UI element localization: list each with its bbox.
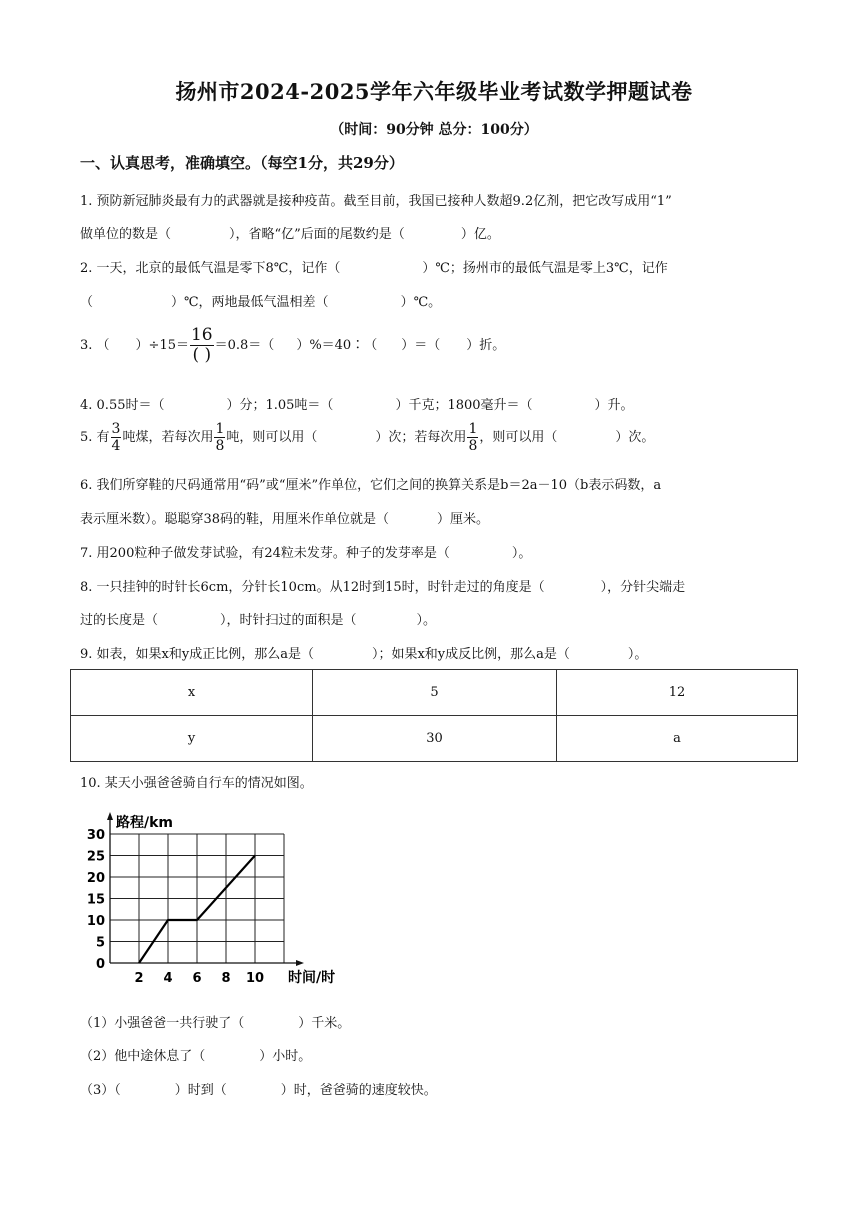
q10-sub3-text-a: （3）（ (80, 1083, 121, 1098)
y-tick-label: 0 (95, 957, 105, 972)
chart-y-axis-label: 路程/km (116, 815, 174, 831)
table-row (71, 716, 798, 762)
y-tick-label: 25 (86, 849, 105, 865)
y-tick-label: 5 (95, 935, 105, 951)
q2-text-b: ）℃；扬州市的最低气温是零上3℃，记作 (422, 261, 668, 276)
q5-fraction-3 (467, 422, 478, 453)
q2-text-e: ）℃。 (400, 295, 442, 310)
q3-text-a: 3. （ (80, 338, 110, 353)
q3-fraction-denominator[interactable]: ( ) (192, 345, 212, 365)
q10-sub3-text-c: ）时，爸爸骑的速度较快。 (280, 1083, 437, 1098)
q3-text-c: ＝0.8＝（ (214, 338, 275, 353)
q8-text-a: 8. 一只挂钟的时针长6cm，分针长10cm。从12时到15时，时针走过的角度是（ (80, 580, 545, 595)
q6-line1: 6. 我们所穿鞋的尺码通常用“码”或“厘米”作单位，它们之间的换算关系是b＝2a－10（b表示码数，a (80, 478, 662, 493)
q1-line2 (80, 223, 500, 242)
distance-time-chart (82, 808, 352, 988)
q3-text-b: ）÷15＝ (135, 338, 189, 353)
q1-text-b: ），省略“亿”后面的尾数约是（ (229, 227, 405, 242)
q5-f3-numerator: 1 (468, 421, 478, 437)
q2-text-c: （ (80, 295, 94, 310)
table-cell: y (71, 716, 313, 762)
q10-sub1 (80, 1012, 350, 1031)
q2-text-a: 2. 一天，北京的最低气温是零下8℃，记作（ (80, 261, 341, 276)
y-axis-arrow-icon (107, 812, 113, 820)
q10-intro: 10. 某天小强爸爸骑自行车的情况如图。 (80, 776, 313, 791)
q2-text-d: ）℃，两地最低气温相差（ (171, 295, 329, 310)
q4-line (80, 394, 634, 413)
q7-text-a: 7. 用200粒种子做发芽试验，有24粒未发芽。种子的发芽率是（ (80, 546, 450, 561)
q2-line2 (80, 291, 441, 310)
q10-sub1-text-a: （1）小强爸爸一共行驶了（ (80, 1016, 245, 1031)
table-cell: a (557, 716, 798, 762)
q1-text-a: 做单位的数是（ (80, 227, 172, 242)
x-tick-label: 10 (245, 971, 265, 986)
table-cell: 5 (313, 670, 557, 716)
q3-fraction (190, 327, 214, 364)
x-tick-label: 2 (134, 971, 144, 986)
y-tick-label: 15 (86, 892, 105, 908)
page-title: 扬州市2024-2025学年六年级毕业考试数学押题试卷 (175, 79, 693, 104)
x-tick-label: 6 (192, 971, 202, 986)
x-tick-label: 8 (221, 971, 231, 986)
xy-table (70, 669, 798, 762)
q7-text-b: ）。 (511, 546, 532, 561)
x-tick-label: 4 (163, 971, 173, 986)
q10-sub2-text-b: ）小时。 (259, 1049, 312, 1064)
y-tick-label: 30 (86, 828, 105, 843)
q10-sub3-text-b: ）时到（ (174, 1083, 227, 1098)
chart-x-axis-label: 时间/时 (288, 970, 336, 986)
table-row (71, 670, 798, 716)
q6-text-b: ）厘米。 (437, 512, 490, 527)
q5-f1-numerator: 3 (111, 421, 121, 437)
q10-sub3 (80, 1079, 437, 1098)
chart-tick-labels (87, 828, 264, 986)
q10-sub1-text-b: ）千米。 (298, 1016, 351, 1031)
q5-text-f: ）次。 (615, 430, 655, 445)
y-tick-label: 20 (86, 871, 105, 886)
q5-f2-numerator: 1 (215, 421, 225, 437)
q3-text-e: ）＝（ (401, 338, 441, 353)
q7-line (80, 542, 531, 561)
q4-text-c: ）千克；1800毫升＝（ (395, 398, 533, 413)
q8-line2 (80, 609, 436, 628)
y-tick-label: 10 (86, 914, 105, 929)
q5-text-b: 吨煤，若每次用 (122, 430, 214, 445)
chart-grid (110, 834, 284, 963)
q5-f2-denominator: 8 (215, 438, 225, 454)
q3-fraction-numerator: 16 (190, 325, 213, 345)
q10-sub2 (80, 1045, 311, 1064)
x-axis-arrow-icon (296, 960, 304, 966)
q5-fraction-1 (111, 422, 122, 453)
q8-text-c: 过的长度是（ (80, 613, 159, 628)
q5-text-d: ）次；若每次用 (375, 430, 467, 445)
q8-text-b: ），分针尖端走 (600, 580, 686, 595)
q4-text-b: ）分；1.05吨＝（ (226, 398, 334, 413)
q5-text-e: ，则可以用（ (479, 430, 558, 445)
table-cell: 12 (557, 670, 798, 716)
q8-line1 (80, 576, 685, 595)
q8-text-e: ）。 (416, 613, 437, 628)
chart-axes (107, 812, 304, 966)
section-heading: 一、认真思考，准确填空。（每空1分，共29分） (80, 154, 404, 172)
q10-sub2-text-a: （2）他中途休息了（ (80, 1049, 206, 1064)
q5-text-c: 吨，则可以用（ (226, 430, 318, 445)
q5-f1-denominator: 4 (111, 438, 121, 454)
q9-text-a: 9. 如表，如果x和y成正比例，那么a是（ (80, 647, 314, 662)
q9-line (80, 643, 647, 662)
q1-text-c: ）亿。 (460, 227, 500, 242)
table-cell: 30 (313, 716, 557, 762)
q4-text-d: ）升。 (594, 398, 634, 413)
q9-text-c: ）。 (627, 647, 648, 662)
q3-line (80, 327, 505, 364)
table-cell: x (71, 670, 313, 716)
q1-line1: 1. 预防新冠肺炎最有力的武器就是接种疫苗。截至目前，我国已接种人数超9.2亿剂，把它改写成用“1” (80, 194, 672, 209)
q3-text-d: ）%＝40∶（ (296, 338, 378, 353)
q5-fraction-2 (214, 422, 225, 453)
q6-text-a: 表示厘米数）。聪聪穿38码的鞋，用厘米作单位就是（ (80, 512, 390, 527)
q4-text-a: 4. 0.55时＝（ (80, 398, 165, 413)
q2-line1 (80, 257, 668, 276)
q8-text-d: ），时针扫过的面积是（ (220, 613, 357, 628)
q5-line (80, 422, 654, 453)
q6-line2 (80, 508, 489, 527)
q9-text-b: ）；如果x和y成反比例，那么a是（ (371, 647, 570, 662)
q5-text-a: 5. 有 (80, 430, 110, 445)
exam-subtitle: （时间：90分钟 总分：100分） (330, 122, 538, 138)
q5-f3-denominator: 8 (468, 438, 478, 454)
q3-text-f: ）折。 (466, 338, 506, 353)
